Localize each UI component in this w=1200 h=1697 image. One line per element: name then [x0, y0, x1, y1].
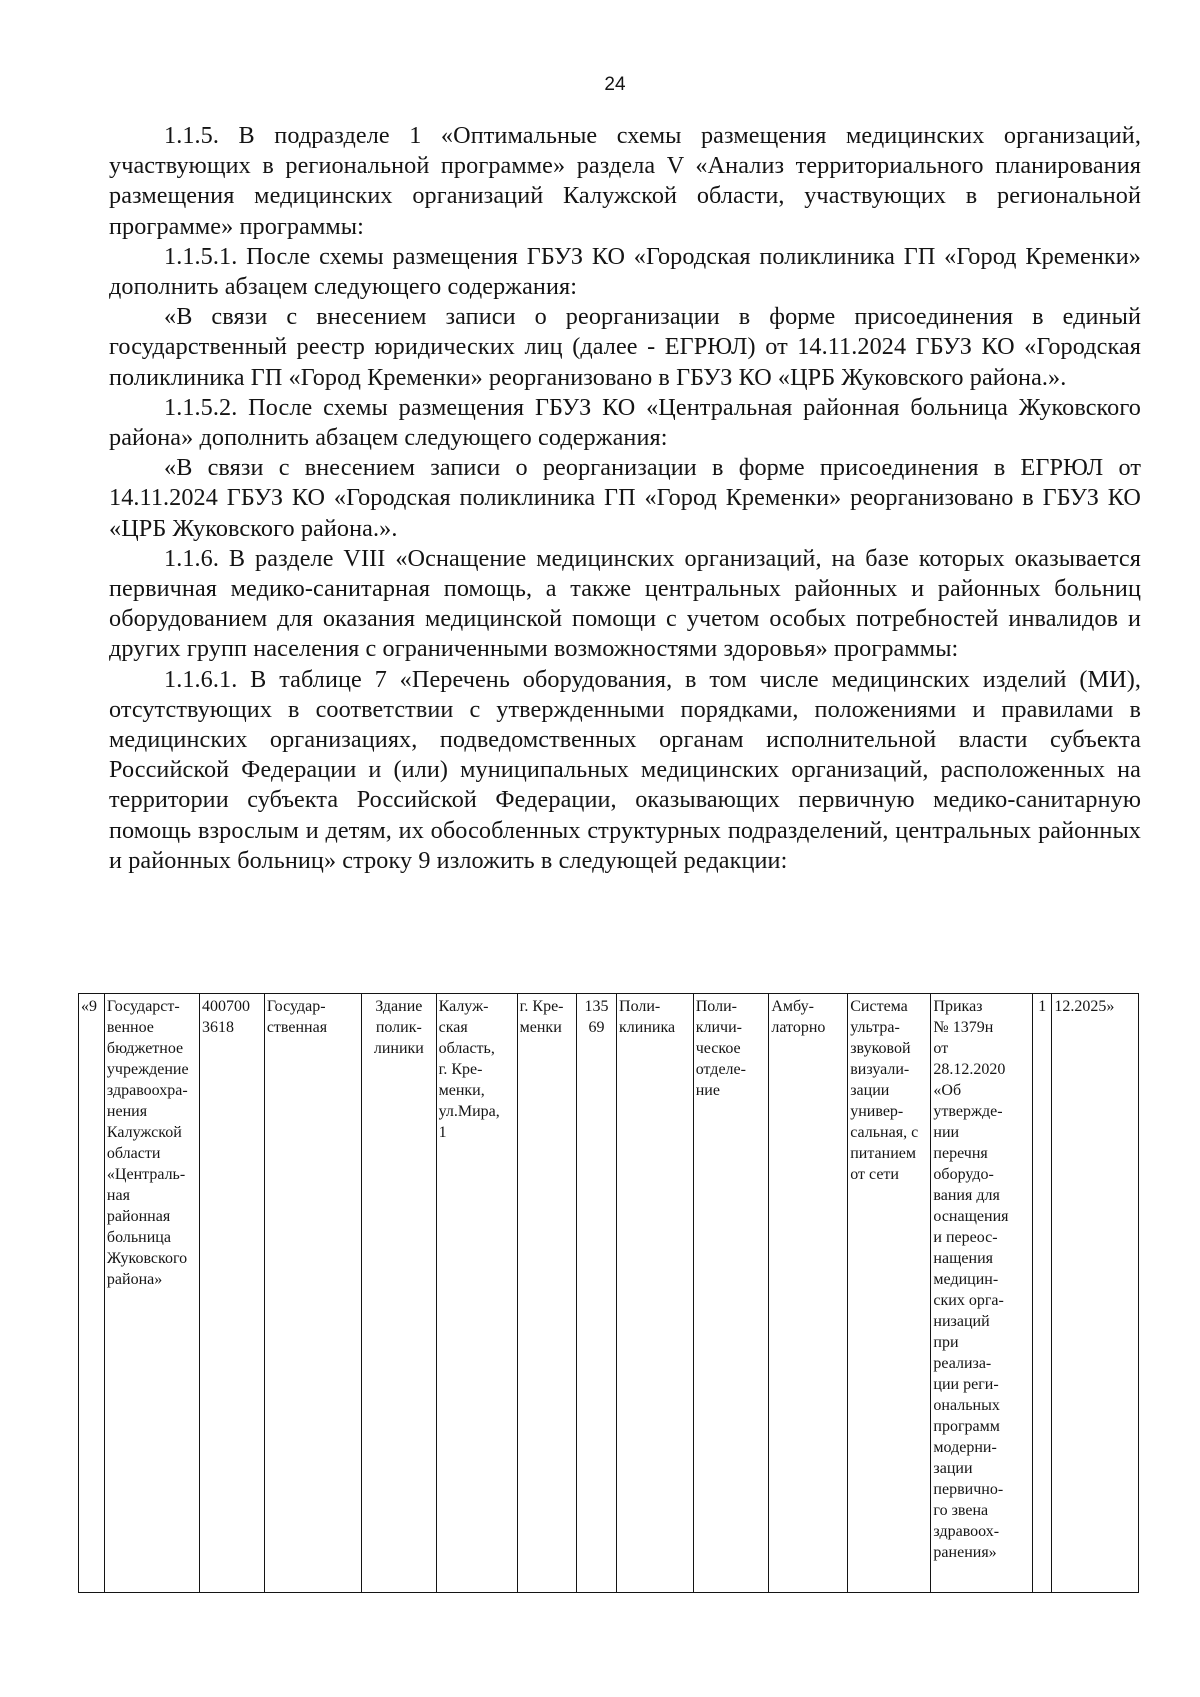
paragraph-quote-1: «В связи с внесением записи о реорганизации в форме присоединения в единый государственный реестр юридических лиц (далее - ЕГРЮЛ) от 14.11.2024 ГБУЗ КО «Городская поликлиника ГП «Город Кременки» реорганизовано в ГБУЗ КО «ЦРБ Жуковского района.».: [109, 303, 1141, 391]
table-cell-order: Приказ № 1379н от 28.12.2020 «Об утвержде- нии перечня оборудо- вания для оснащения и переос- нащения медицин- ских орга- низаций при реализа- ции реги- ональных программ модерни- зации первично- го звена здравоох- ранения»: [931, 994, 1033, 1593]
table-cell-row-number: «9: [79, 994, 105, 1593]
table-cell-department: Поли- кличи- ческое отделе- ние: [693, 994, 769, 1593]
table-cell-facility-type: Поли- клиника: [617, 994, 694, 1593]
table-cell-building: Здание полик- линики: [362, 994, 437, 1593]
table-cell-organization-name: Государст- венное бюджетное учреждение здравоохра- нения Калужской области «Централь- ная районная больница Жуковского района»: [104, 994, 199, 1593]
paragraph-1-1-6: 1.1.6. В разделе VIII «Оснащение медицинских организаций, на базе которых оказывается первичная медико-санитарная помощь, а также центральных районных и районных больниц оборудованием для оказания медицинской помощи с учетом особых потребностей инвалидов и других групп населения с ограниченными возможностями здоровья» программы:: [109, 544, 1141, 663]
table-cell-deadline: 12.2025»: [1052, 994, 1139, 1593]
table-cell-inn: 400700 3618: [200, 994, 265, 1593]
table-cell-locality: г. Кре- менки: [517, 994, 576, 1593]
paragraph-1-1-6-1: 1.1.6.1. В таблице 7 «Перечень оборудования, в том числе медицинских изделий (МИ), отсутствующих в соответствии с утвержденными порядками, положениями и правилами в медицинских организациях, подведомственных органам исполнительной власти субъекта Российской Федерации и (или) муниципальных медицинских организаций, расположенных на территории субъекта Российской Федерации, оказывающих первичную медико-санитарную помощь взрослым и детям, их обособленных структурных подразделений, центральных районных и районных больниц» строку 9 изложить в следующей редакции:: [109, 665, 1141, 874]
equipment-table: [78, 993, 1139, 1593]
page-number: 24: [604, 74, 626, 95]
table-cell-population: 135 69: [577, 994, 617, 1593]
table-row: [79, 994, 1139, 1593]
table-cell-address: Калуж- ская область, г. Кре- менки, ул.Мира, 1: [436, 994, 517, 1593]
table-cell-quantity: 1: [1032, 994, 1051, 1593]
paragraph-1-1-5: 1.1.5. В подразделе 1 «Оптимальные схемы размещения медицинских организаций, участвующих в региональной программе» раздела V «Анализ территориального планирования размещения медицинских организаций Калужской области, участвующих в региональной программе» программы:: [109, 122, 1141, 240]
paragraph-quote-2: «В связи с внесением записи о реорганизации в форме присоединения в ЕГРЮЛ от 14.11.2024 ГБУЗ КО «Городская поликлиника ГП «Город Кременки» реорганизовано в ГБУЗ КО «ЦРБ Жуковского района.».: [109, 454, 1141, 542]
paragraph-1-1-5-2: 1.1.5.2. После схемы размещения ГБУЗ КО «Центральная районная больница Жуковского района» дополнить абзацем следующего содержания:: [109, 393, 1141, 452]
table-cell-care-conditions: Амбу- латорно: [769, 994, 848, 1593]
paragraph-1-1-5-1: 1.1.5.1. После схемы размещения ГБУЗ КО «Городская поликлиника ГП «Город Кременки» дополнить абзацем следующего содержания:: [109, 242, 1141, 301]
table-cell-equipment: Система ультра- звуковой визуали- зации универ- сальная, с питанием от сети: [848, 994, 931, 1593]
table-cell-ownership: Государ- ственная: [264, 994, 361, 1593]
document-body: [109, 121, 1141, 876]
